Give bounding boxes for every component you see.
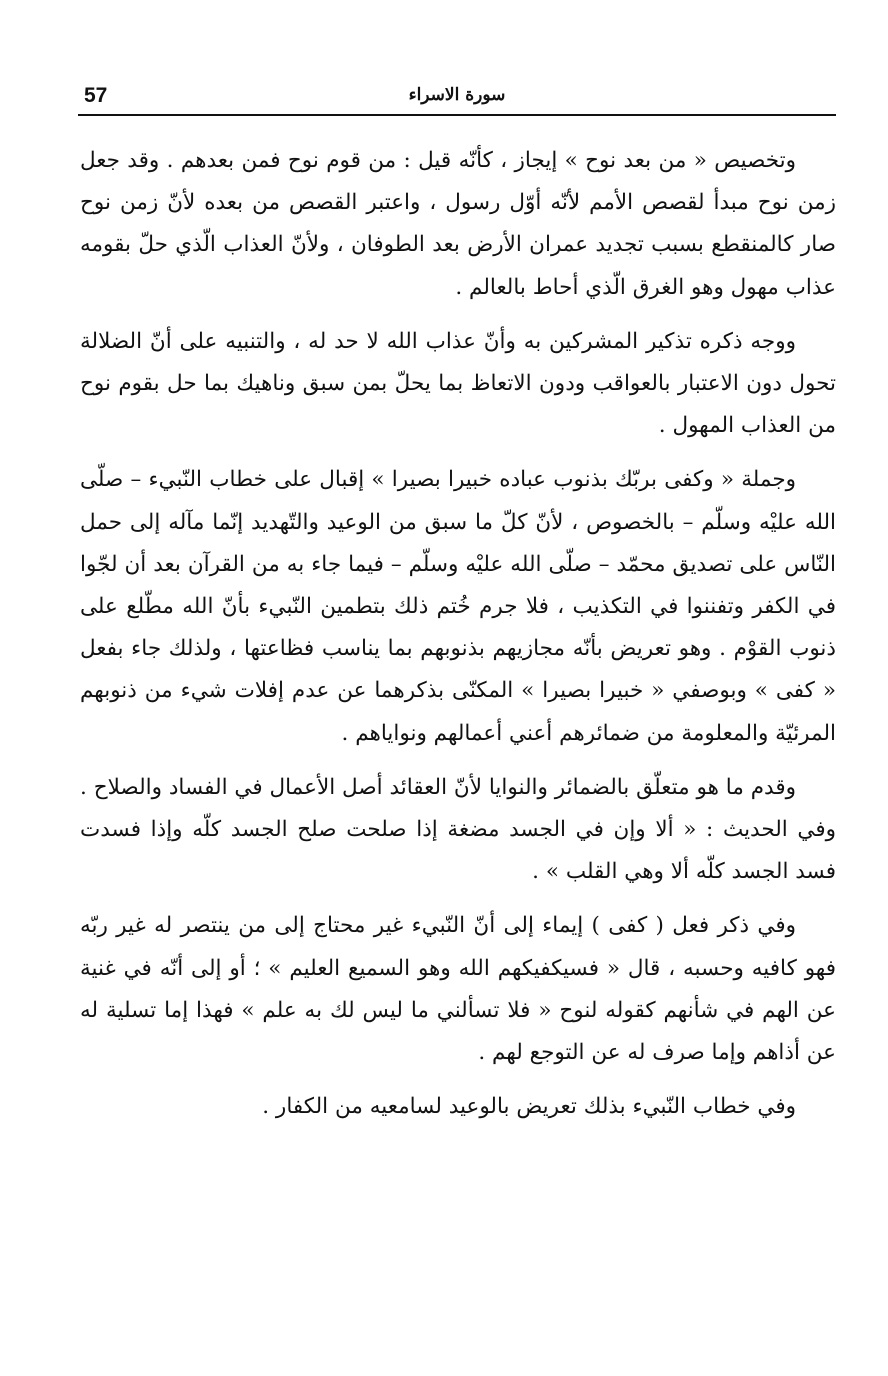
paragraph: وفي خطاب النّبيء بذلك تعريض بالوعيد لسامعيه من الكفار . — [262, 1094, 796, 1120]
paragraph: وجملة « وكفى بربّك بذنوب عباده خبيرا بصيرا » إقبال على خطاب النّبيء – صلّى الله عليْه وسلّم – بالخصوص ، لأنّ كلّ ما سبق من الوعيد والتّهديد إنّما مآله إلى حمل النّاس على تصديق محمّد – صلّى الله عليْه وسلّم – فيما جاء به من القرآن بعد أن لجّوا في الكفر وتفننوا في التكذيب ، فلا جرم خُتم ذلك بتطمين النّبيء بأنّ الله مطّلع على ذنوب القوْم . وهو تعريض بأنّه مجازيهم بذنوبهم بما يناسب فظاعتها ، ولذلك جاء بفعل « كفى » وبوصفي « خبيرا بصيرا » المكنّى بذكرهما عن عدم إفلات شيء من ذنوبهم المرئيّة والمعلومة من ضمائرهم أعني أعمالهم ونواياهم . — [80, 467, 836, 746]
paragraph: ووجه ذكره تذكير المشركين به وأنّ عذاب الله لا حد له ، والتنبيه على أنّ الضلالة تحول دون الاعتبار بالعواقب ودون الاتعاظ بما يحلّ بمن سبق وناهيك بما حل بقوم نوح من العذاب المهول . — [80, 328, 836, 439]
body-text — [80, 140, 836, 1140]
paragraph: وفي ذكر فعل ( كفى ) إيماء إلى أنّ النّبيء غير محتاج إلى من ينتصر له غير ربّه فهو كافيه وحسبه ، قال « فسيكفيكهم الله وهو السميع العليم » ؛ أو إلى أنّه في غنية عن الهم في شأنهم كقوله لنوح « فلا تسألني ما ليس لك به علم » فهذا إما تسلية له عن أذاهم وإما صرف له عن التوجع لهم . — [80, 913, 836, 1066]
paragraph: وقدم ما هو متعلّق بالضمائر والنوايا لأنّ العقائد أصل الأعمال في الفساد والصلاح . وفي الحديث : « ألا وإن في الجسد مضغة إذا صلحت صلح الجسد كلّه وإذا فسدت فسد الجسد كلّه ألا وهي القلب » . — [80, 774, 836, 885]
header-divider — [78, 114, 836, 116]
running-title: سورة الاسراء — [408, 85, 506, 105]
paragraph: وتخصيص « من بعد نوح » إيجاز ، كأنّه قيل : من قوم نوح فمن بعدهم . وقد جعل زمن نوح مبدأ لقصص الأمم لأنّه أوّل رسول ، واعتبر القصص من بعده لأنّ زمن نوح صار كالمنقطع بسبب تجديد عمران الأرض بعد الطوفان ، ولأنّ العذاب الّذي حلّ بقومه عذاب مهول وهو الغرق الّذي أحاط بالعالم . — [80, 148, 836, 300]
page-number: 57 — [84, 84, 108, 107]
page-header — [78, 82, 836, 116]
